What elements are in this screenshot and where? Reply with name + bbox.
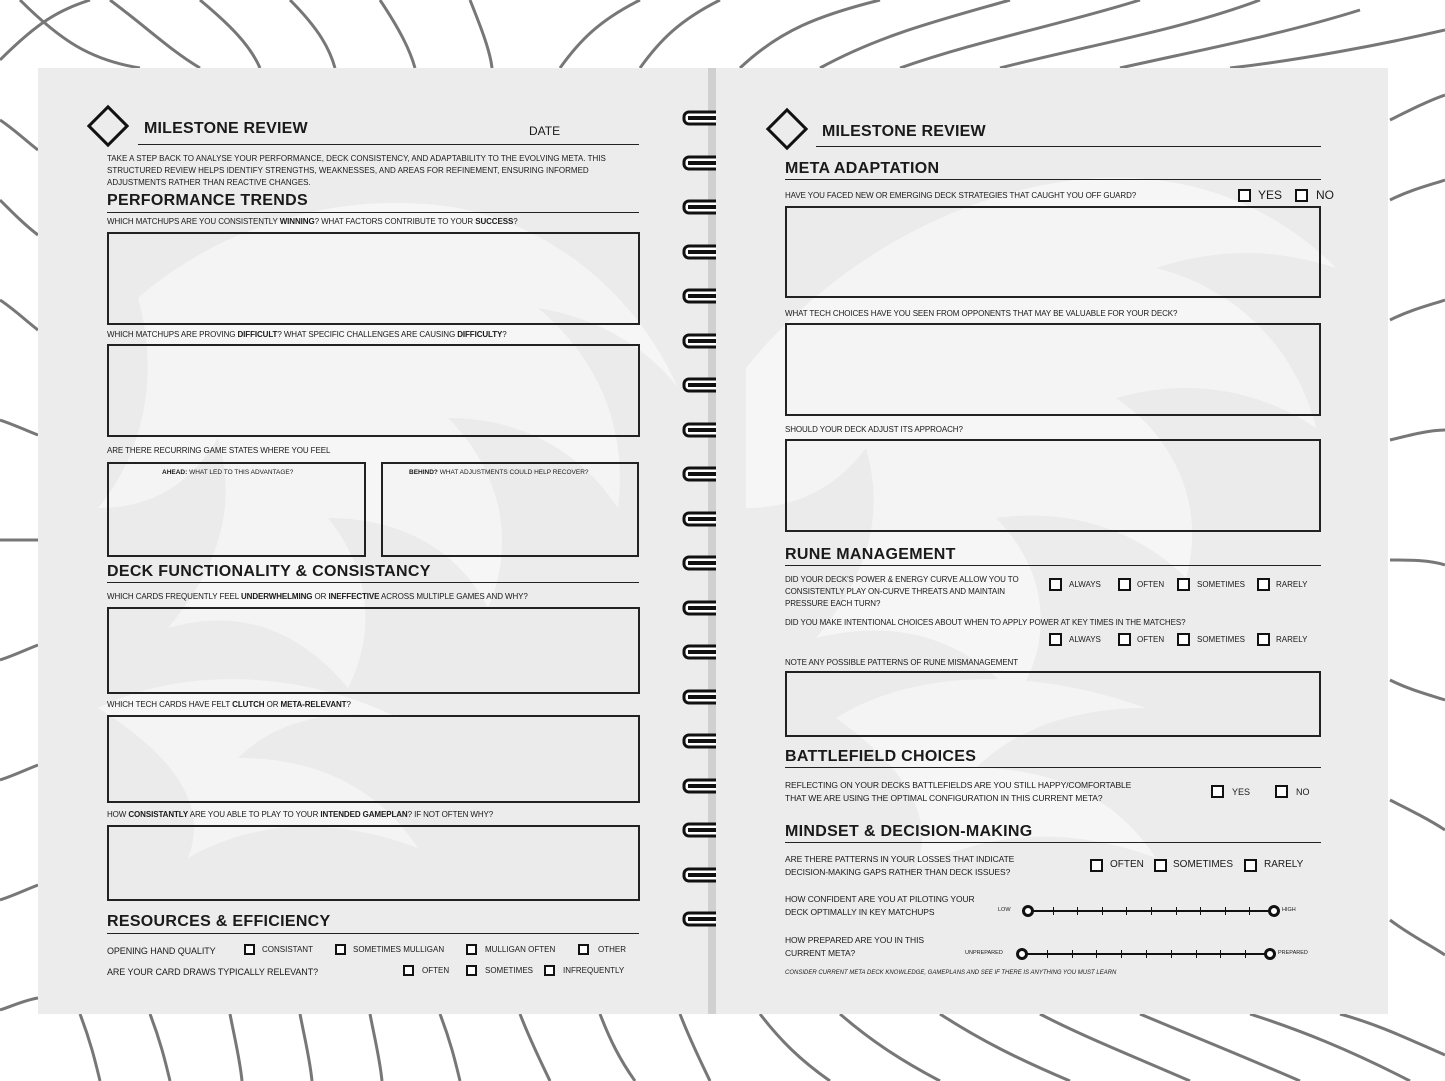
checkbox-often[interactable] (1118, 578, 1131, 591)
checkbox-consistant[interactable] (244, 944, 255, 955)
option-often: OFTEN (1137, 580, 1165, 589)
option-rarely: RARELY (1276, 580, 1308, 589)
scale-max-knob[interactable] (1264, 948, 1276, 960)
section-heading-performance: PERFORMANCE TRENDS (107, 192, 308, 209)
checkbox-mindset-sometimes[interactable] (1154, 859, 1167, 872)
option-no: NO (1316, 188, 1334, 202)
question-confidence-line1: HOW CONFIDENT ARE YOU AT PILOTING YOUR (785, 894, 975, 904)
scale-tick[interactable] (1220, 950, 1221, 958)
checkbox-rarely-2[interactable] (1257, 633, 1270, 646)
answer-box-gameplan[interactable] (107, 825, 640, 901)
question-power-curve-line2: CONSISTENTLY PLAY ON-CURVE THREATS AND MAINTAIN (785, 587, 1005, 596)
option-sometimes-mulligan: SOMETIMES MULLIGAN (353, 945, 445, 954)
title-rule (816, 146, 1321, 147)
question-battlefields-line2: THAT WE ARE USING THE OPTIMAL CONFIGURATION IN THIS CURRENT META? (785, 793, 1103, 803)
scale-tick[interactable] (1077, 907, 1078, 915)
option-always-2: ALWAYS (1069, 635, 1101, 644)
option-mindset-rarely: RARELY (1264, 859, 1304, 870)
scale-min-knob[interactable] (1022, 905, 1034, 917)
question-rune-mismanagement: NOTE ANY POSSIBLE PATTERNS OF RUNE MISMANAGEMENT (785, 658, 1019, 667)
option-other: OTHER (598, 945, 626, 954)
checkbox-battlefield-yes[interactable] (1211, 785, 1224, 798)
page-title: MILESTONE REVIEW (822, 123, 986, 140)
question-adjust-approach: SHOULD YOUR DECK ADJUST ITS APPROACH? (785, 425, 963, 434)
page-title: MILESTONE REVIEW (144, 120, 308, 137)
ahead-prompt: AHEAD: WHAT LED TO THIS ADVANTAGE? (162, 469, 294, 476)
option-rarely-2: RARELY (1276, 635, 1308, 644)
answer-box-adjust-approach[interactable] (785, 439, 1321, 532)
scale-tick[interactable] (1121, 950, 1122, 958)
question-power-curve-line3: PRESSURE EACH TURN? (785, 599, 881, 608)
question-game-states: ARE THERE RECURRING GAME STATES WHERE YOU FEEL (107, 446, 331, 455)
checkbox-often[interactable] (403, 965, 414, 976)
scale-tick[interactable] (1096, 950, 1097, 958)
section-heading-resources: RESOURCES & EFFICIENCY (107, 913, 331, 930)
question-battlefields-line1: REFLECTING ON YOUR DECKS BATTLEFIELDS ARE YOU STILL HAPPY/COMFORTABLE (785, 780, 1132, 790)
intro-text: TAKE A STEP BACK TO ANALYSE YOUR PERFORMANCE, DECK CONSISTENCY, AND ADAPTABILITY TO THE EVOLVING META. THIS STRUCTURED REVIEW HELPS IDENTIFY STRENGTHS, WEAKNESSES, AND AREAS FOR REFINEMENT, ENSURING INFORMED ADJUSTMENTS RATHER THAN REACTIVE CHANGES. (107, 154, 606, 187)
question-gameplan: HOW CONSISTANTLY ARE YOU ABLE TO PLAY TO YOUR INTENDED GAMEPLAN? IF NOT OFTEN WHY? (107, 810, 494, 819)
scale-tick[interactable] (1245, 950, 1246, 958)
left-page (38, 68, 710, 1014)
answer-box-ahead[interactable] (107, 462, 366, 557)
section-heading-mindset: MINDSET & DECISION-MAKING (785, 823, 1033, 840)
title-rule (138, 144, 639, 145)
option-mindset-sometimes: SOMETIMES (1173, 859, 1234, 870)
checkbox-sometimes[interactable] (1177, 578, 1190, 591)
behind-prompt: BEHIND? WHAT ADJUSTMENTS COULD HELP RECOVER? (409, 469, 589, 476)
answer-box-underwhelming[interactable] (107, 607, 640, 694)
checkbox-mindset-often[interactable] (1090, 859, 1103, 872)
scale-tick[interactable] (1126, 907, 1127, 915)
scale-high-label: HIGH (1282, 907, 1296, 913)
scale-tick[interactable] (1225, 907, 1226, 915)
scale-min-knob[interactable] (1016, 948, 1028, 960)
option-often-2: OFTEN (1137, 635, 1165, 644)
scale-unprepared-label: UNPREPARED (965, 950, 1003, 956)
question-prepared-line1: HOW PREPARED ARE YOU IN THIS (785, 935, 924, 945)
checkbox-battlefield-no[interactable] (1275, 785, 1288, 798)
checkbox-mulligan-often[interactable] (466, 944, 477, 955)
checkbox-yes[interactable] (1238, 189, 1251, 202)
option-yes: YES (1258, 188, 1283, 202)
checkbox-always[interactable] (1049, 578, 1062, 591)
right-page (716, 68, 1388, 1014)
section-heading-battlefield: BATTLEFIELD CHOICES (785, 748, 977, 765)
option-always: ALWAYS (1069, 580, 1101, 589)
checkbox-mindset-rarely[interactable] (1244, 859, 1257, 872)
scale-tick[interactable] (1249, 907, 1250, 915)
question-confidence-line2: DECK OPTIMALLY IN KEY MATCHUPS (785, 907, 935, 917)
checkbox-sometimes-2[interactable] (1177, 633, 1190, 646)
scale-tick[interactable] (1200, 907, 1201, 915)
date-label: DATE (529, 124, 561, 138)
scale-prepared-label: PREPARED (1278, 950, 1308, 956)
scale-tick[interactable] (1146, 950, 1147, 958)
scale-max-knob[interactable] (1268, 905, 1280, 917)
question-intentional-power: DID YOU MAKE INTENTIONAL CHOICES ABOUT WHEN TO APPLY POWER AT KEY TIMES IN THE MATCHES? (785, 618, 1186, 627)
question-power-curve-line1: DID YOUR DECK'S POWER & ENERGY CURVE ALLOW YOU TO (785, 575, 1019, 584)
checkbox-rarely[interactable] (1257, 578, 1270, 591)
option-battlefield-yes: YES (1232, 787, 1251, 797)
card-draws-label: ARE YOUR CARD DRAWS TYPICALLY RELEVANT? (107, 967, 318, 977)
checkbox-always-2[interactable] (1049, 633, 1062, 646)
option-sometimes: SOMETIMES (1197, 580, 1246, 589)
question-winning: WHICH MATCHUPS ARE YOU CONSISTENTLY WINNING? WHAT FACTORS CONTRIBUTE TO YOUR SUCCESS? (107, 217, 518, 226)
option-often: OFTEN (422, 966, 450, 975)
checkbox-sometimes[interactable] (466, 965, 477, 976)
option-infrequently: INFREQUENTLY (563, 966, 625, 975)
scale-tick[interactable] (1171, 950, 1172, 958)
scale-low-label: LOW (998, 907, 1011, 913)
answer-box-emerging-strategies[interactable] (785, 206, 1321, 298)
answer-box-tech-cards[interactable] (107, 715, 640, 803)
question-losses-line1: ARE THERE PATTERNS IN YOUR LOSSES THAT INDICATE (785, 854, 1015, 864)
mindset-note: CONSIDER CURRENT META DECK KNOWLEDGE, GAMEPLANS AND SEE IF THERE IS ANYTHING YOU MUST LEARN (785, 970, 1117, 976)
question-tech-cards: WHICH TECH CARDS HAVE FELT CLUTCH OR META-RELEVANT? (107, 700, 351, 709)
scale-tick[interactable] (1196, 950, 1197, 958)
answer-box-rune-mismanagement[interactable] (785, 671, 1321, 737)
answer-box-behind[interactable] (381, 462, 639, 557)
answer-box-tech-choices[interactable] (785, 323, 1321, 416)
checkbox-no[interactable] (1295, 189, 1308, 202)
option-sometimes-2: SOMETIMES (1197, 635, 1246, 644)
question-underwhelming: WHICH CARDS FREQUENTLY FEEL UNDERWHELMING OR INEFFECTIVE ACROSS MULTIPLE GAMES AND WHY? (107, 592, 528, 601)
option-sometimes: SOMETIMES (485, 966, 534, 975)
answer-box-difficult[interactable] (107, 344, 640, 437)
option-mindset-often: OFTEN (1110, 859, 1144, 870)
checkbox-other[interactable] (578, 944, 589, 955)
question-tech-choices: WHAT TECH CHOICES HAVE YOU SEEN FROM OPPONENTS THAT MAY BE VALUABLE FOR YOUR DECK? (785, 309, 1178, 318)
option-consistant: CONSISTANT (262, 945, 313, 954)
question-losses-line2: DECISION-MAKING GAPS RATHER THAN DECK ISSUES? (785, 867, 1011, 877)
scale-tick[interactable] (1053, 907, 1054, 915)
scale-tick[interactable] (1176, 907, 1177, 915)
opening-hand-label: OPENING HAND QUALITY (107, 946, 216, 956)
section-heading-rune: RUNE MANAGEMENT (785, 546, 956, 563)
scale-tick[interactable] (1047, 950, 1048, 958)
checkbox-infrequently[interactable] (544, 965, 555, 976)
section-heading-deck: DECK FUNCTIONALITY & CONSISTANCY (107, 563, 431, 580)
checkbox-sometimes-mulligan[interactable] (335, 944, 346, 955)
question-prepared-line2: CURRENT META? (785, 948, 856, 958)
answer-box-winning[interactable] (107, 232, 640, 325)
question-emerging-strategies: HAVE YOU FACED NEW OR EMERGING DECK STRATEGIES THAT CAUGHT YOU OFF GUARD? (785, 191, 1137, 200)
scale-tick[interactable] (1072, 950, 1073, 958)
question-difficult: WHICH MATCHUPS ARE PROVING DIFFICULT? WHAT SPECIFIC CHALLENGES ARE CAUSING DIFFICULTY? (107, 330, 507, 339)
option-battlefield-no: NO (1296, 787, 1310, 797)
section-heading-meta: META ADAPTATION (785, 160, 940, 177)
scale-tick[interactable] (1151, 907, 1152, 915)
option-mulligan-often: MULLIGAN OFTEN (485, 945, 556, 954)
scale-tick[interactable] (1102, 907, 1103, 915)
checkbox-often-2[interactable] (1118, 633, 1131, 646)
